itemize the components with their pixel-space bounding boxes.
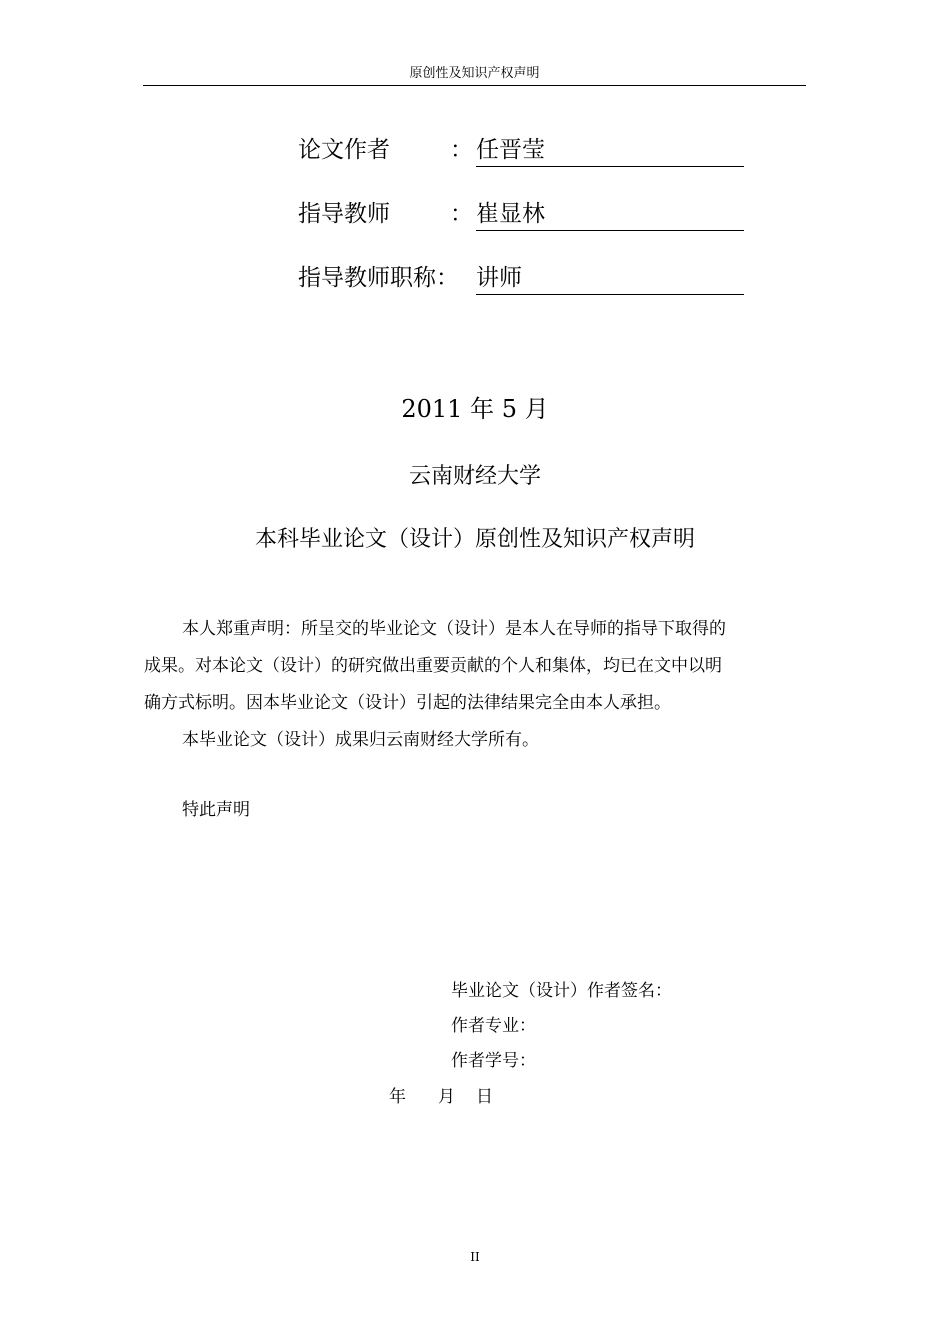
author-row: [298, 135, 744, 169]
advisor-title-value: 讲师: [476, 263, 744, 295]
advisor-title-label: [298, 263, 459, 293]
advisor-row: [298, 199, 744, 233]
author-value: 任晋莹: [476, 135, 744, 167]
date-day-label: 日: [476, 1087, 493, 1107]
advisor-value: 崔显林: [476, 199, 744, 231]
date-year-label: 年: [389, 1087, 406, 1107]
advisor-colon: ：: [450, 201, 473, 227]
student-id-label: 作者学号：: [451, 1051, 536, 1071]
university-name: 云南财经大学: [408, 464, 541, 489]
declaration-line-1: 本人郑重声明：所呈交的毕业论文（设计）是本人在导师的指导下取得的: [182, 619, 726, 639]
declaration-title: 本科毕业论文（设计）原创性及知识产权声明: [254, 527, 695, 552]
declaration-line-3: 确方式标明。因本毕业论文（设计）引起的法律结果完全由本人承担。: [144, 693, 671, 713]
advisor-title-row: [298, 263, 744, 297]
advisor-title-label-text: 指导教师职称: [298, 265, 436, 291]
author-major-label: 作者专业：: [451, 1016, 536, 1036]
thesis-date: 2011 年 5 月: [401, 395, 549, 423]
author-colon: ：: [450, 137, 473, 163]
page-header: 原创性及知识产权声明: [409, 66, 540, 81]
header-rule: [143, 85, 806, 86]
author-label: 论文作者: [298, 137, 390, 163]
advisor-label: 指导教师: [298, 201, 390, 227]
advisor-title-colon: ：: [436, 265, 459, 291]
declaration-line-2: 成果。对本论文（设计）的研究做出重要贡献的个人和集体，均已在文中以明: [144, 656, 722, 676]
closing-statement: 特此声明: [182, 800, 250, 820]
ownership-statement: 本毕业论文（设计）成果归云南财经大学所有。: [182, 730, 539, 750]
date-month-label: 月: [438, 1087, 455, 1107]
page-number: II: [470, 1250, 480, 1264]
author-signature-label: 毕业论文（设计）作者签名：: [451, 981, 672, 1001]
